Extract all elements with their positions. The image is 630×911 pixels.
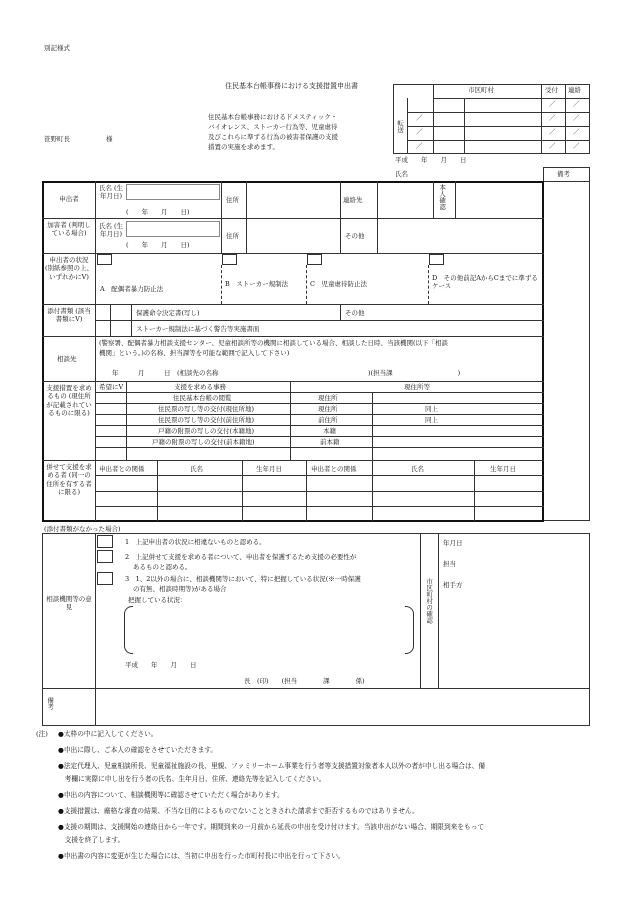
opinion-item-2a: 2 上記併せて支援を求める者について、申出者を保護するため支援の必要性が: [125, 553, 357, 561]
support-row-1-checkbox[interactable]: [98, 394, 124, 403]
note-item: ●太枠の中に記入してください。: [58, 730, 158, 738]
support-row-5-matter: 戸籍の附票の写しの交付(前本籍地): [152, 438, 255, 446]
opinion-item-2b: あるものと認める。: [133, 563, 192, 571]
support-row-3-location: 前住所: [318, 416, 338, 424]
support-row-4-checkbox[interactable]: [98, 427, 124, 436]
applicant-dob: ( 年 月 日): [126, 208, 190, 216]
opinion-item-3b: の有無、相談時期等)がある場合: [133, 585, 227, 593]
slash-mark: ／: [573, 100, 580, 108]
note-item: ●申出書の内容に変更が生じた場合には、当初に申出を行った市町村長に申出を行って下さい。: [58, 852, 345, 860]
form-title: 住民基本台帳事務における支援措置申出書: [225, 82, 358, 90]
form-type-label: 別記様式: [44, 44, 70, 52]
opinion-1-checkbox[interactable]: [97, 535, 113, 548]
remarks-column: [543, 167, 590, 521]
slash-mark: ／: [416, 142, 423, 150]
support-row-4-matter: 戸籍の附票の写しの交付(本籍地): [158, 427, 255, 435]
joint-col-name-2: 氏名: [411, 465, 424, 473]
opinion-3-checkbox[interactable]: [97, 572, 113, 585]
support-row-5-location: 前本籍: [320, 438, 340, 446]
status-option-a: A 配偶者暴力防止法: [100, 285, 164, 293]
confirm-staff-label: 担当: [443, 560, 456, 568]
slash-mark: ／: [573, 142, 580, 150]
request-text-3: 及びこれらに準ずる行為の被害者保護の支援: [208, 133, 338, 141]
slash-mark: ／: [573, 114, 580, 122]
joint-row-label: 併せて支援を求める者 (同一の住所を有する者に限る): [46, 463, 92, 497]
status-c-checkbox[interactable]: [307, 254, 322, 265]
applicant-name-input[interactable]: [126, 184, 220, 200]
transfer-side-label: 転送: [396, 120, 405, 133]
transfer-col-municipality: 市区町村: [468, 86, 494, 94]
joint-col-relation-1: 申出者との関係: [99, 465, 145, 473]
perpetrator-address-label: 住所: [226, 232, 239, 240]
status-row-label: 申出者の状況 (別紙参照の上、いずれかにV): [44, 256, 94, 281]
consultation-date-line: 年 月 日 (相談先の名称: [112, 369, 219, 377]
status-d-checkbox[interactable]: [429, 254, 444, 265]
support-row-5-checkbox[interactable]: [98, 438, 124, 447]
municipality-confirm-label: 市区町村の確認: [425, 578, 434, 624]
joint-col-dob-1: 生年月日: [256, 465, 282, 473]
applicant-name-label: 氏名 (生年月日): [98, 184, 124, 201]
honorific: 様: [106, 135, 113, 143]
slash-mark: ／: [573, 128, 580, 136]
confirm-date-label: 年月日: [443, 539, 463, 547]
perpetrator-address-input[interactable]: [248, 220, 338, 251]
recipient: 笹野町長: [44, 135, 70, 143]
consultation-instruction-2: 機関」という。)の名称、担当課等を可能な範囲で記入して下さい): [99, 349, 290, 357]
perpetrator-dob: ( 年 月 日): [126, 241, 190, 249]
status-option-d: D その他前記AからCまでに準ずるケース: [432, 274, 538, 291]
support-row-2-note: 同上: [425, 405, 438, 413]
situation-bracket-left: [124, 606, 133, 654]
remarks-input[interactable]: [97, 690, 587, 724]
documents-other-label: その他: [345, 309, 365, 317]
support-row-1-matter: 住民基本台帳の閲覧: [173, 394, 232, 402]
documents-row-label: 添付書類 (該当書類にV): [47, 307, 91, 324]
applicant-contact-label: 連絡先: [343, 196, 363, 204]
request-text-1: 住民基本台帳事務におけるドメスティック・: [208, 113, 338, 121]
support-row-1-location: 現住所: [318, 394, 338, 402]
consultation-row-label: 相談先: [57, 355, 77, 363]
support-row-3-note: 同上: [425, 416, 438, 424]
request-text-4: 措置の実施を求めます。: [208, 143, 279, 151]
note-item: ●支援の期間は、支援開始の連絡日から一年です。期間到来の一月前から延長の申出を受け付けます。当該申出がない場合、期限到来をもって: [58, 823, 485, 831]
perpetrator-name-input[interactable]: [126, 221, 220, 237]
status-b-checkbox[interactable]: [222, 254, 237, 265]
joint-col-name-1: 氏名: [190, 465, 203, 473]
support-col-wish: 希望にV: [99, 383, 124, 391]
document-2-checkbox[interactable]: [112, 322, 129, 335]
perpetrator-other-label: その他: [345, 232, 365, 240]
consultation-staff-line: )(担当課 ): [368, 369, 461, 377]
agency-signature: 長 (印) (担当 課 係): [244, 677, 365, 685]
no-documents-note: (添付書類がなかった場合): [44, 525, 121, 533]
joint-col-dob-2: 生年月日: [490, 465, 516, 473]
situation-input[interactable]: [134, 608, 402, 650]
note-item: ●法定代理人、児童相談所長、児童福祉施設の長、里親、ファミリーホーム事業を行う者等支援措置対象者本人以外の者が申し出る場合は、備: [58, 762, 486, 770]
slash-mark: ／: [549, 142, 556, 150]
agency-row-label: 相談機関等の意見: [46, 595, 92, 612]
support-row-2-location: 現住所: [318, 405, 338, 413]
opinion-item-3a: 3 1、2以外の場合に、相談機関等において、特に把握している状況(※一時保護: [125, 575, 361, 583]
note-item: 支援を終了します。: [58, 836, 125, 844]
slash-mark: ／: [416, 128, 423, 136]
confirm-partner-label: 相手方: [443, 581, 463, 589]
applicant-confirm-label: 本人確認: [438, 184, 447, 210]
status-option-b: B ストーカー規制法: [225, 280, 289, 288]
support-row-4-location: 本籍: [323, 427, 336, 435]
applicant-address-input[interactable]: [248, 183, 338, 216]
note-item: 考欄に実際に申し出を行う者の氏名、生年月日、住所、連絡先等を記入してください。: [58, 775, 326, 783]
support-row-label: 支援措置を求めるもの (現住所が記載されているものに限る): [46, 384, 92, 418]
notes-prefix: (注): [36, 730, 48, 738]
support-row-2-checkbox[interactable]: [98, 405, 124, 414]
applicant-contact-input[interactable]: [379, 183, 431, 216]
remarks-row-label: 備考: [46, 697, 55, 710]
support-col-location: 現住所等: [404, 383, 430, 391]
opinion-item-3c: 把握している状況：: [128, 596, 187, 604]
joint-col-relation-2: 申出者との関係: [311, 465, 357, 473]
status-option-c: C 児童虐待防止法: [310, 280, 367, 288]
support-col-matter: 支援を求める事務: [174, 383, 226, 391]
agency-date-label: 平成 年 月 日: [125, 661, 197, 669]
support-row-3-matter: 住民票の写し等の交付(前住所地): [158, 416, 255, 424]
opinion-2-checkbox[interactable]: [97, 550, 113, 563]
status-a-checkbox[interactable]: [97, 254, 112, 265]
name-label: 氏名: [395, 170, 408, 178]
consultation-instruction-1: (警察署、配偶者暴力相談支援センター、児童相談所等の機関に相談している場合、相談した日時、当該機関(以下「相談: [99, 339, 449, 347]
transfer-col-contact: 連絡: [568, 86, 581, 94]
note-item: ●申出の内容について、相談機関等に確認させていただく場合があります。: [58, 791, 284, 799]
document-2-label: ストーカー規制法に基づく警告等実施書面: [136, 325, 260, 333]
situation-bracket-right: [405, 606, 414, 654]
opinion-item-1: 1 上記申出者の状況に相違ないものと認める。: [125, 538, 266, 546]
applicant-row-label: 申出者: [59, 195, 79, 203]
slash-mark: ／: [549, 100, 556, 108]
document-1-checkbox[interactable]: [112, 306, 129, 319]
slash-mark: ／: [549, 128, 556, 136]
support-row-2-matter: 住民票の写し等の交付(現住所地): [158, 405, 255, 413]
slash-mark: ／: [416, 114, 423, 122]
applicant-address-label: 住所: [226, 196, 239, 204]
date-label: 平成 年 月 日: [395, 156, 467, 164]
document-1-label: 保護命令決定書(写し): [136, 309, 200, 317]
support-row-3-checkbox[interactable]: [98, 416, 124, 425]
note-item: ●支援措置は、厳格な審査の結果、不当な目的によるものでないことときされた請求まで拒否するものではありません。: [58, 807, 419, 815]
request-text-2: バイオレンス、ストーカー行為等、児童虐待: [208, 123, 338, 131]
note-item: ●申出に際し、ご本人の確認をさせていただきます。: [58, 746, 218, 754]
perpetrator-name-label: 氏名 (生年月日): [98, 222, 124, 239]
remarks-label: 備考: [557, 170, 570, 178]
transfer-col-received: 受付: [545, 86, 558, 94]
perpetrator-row-label: 加害者 (判明している場合): [47, 221, 91, 238]
slash-mark: ／: [549, 114, 556, 122]
